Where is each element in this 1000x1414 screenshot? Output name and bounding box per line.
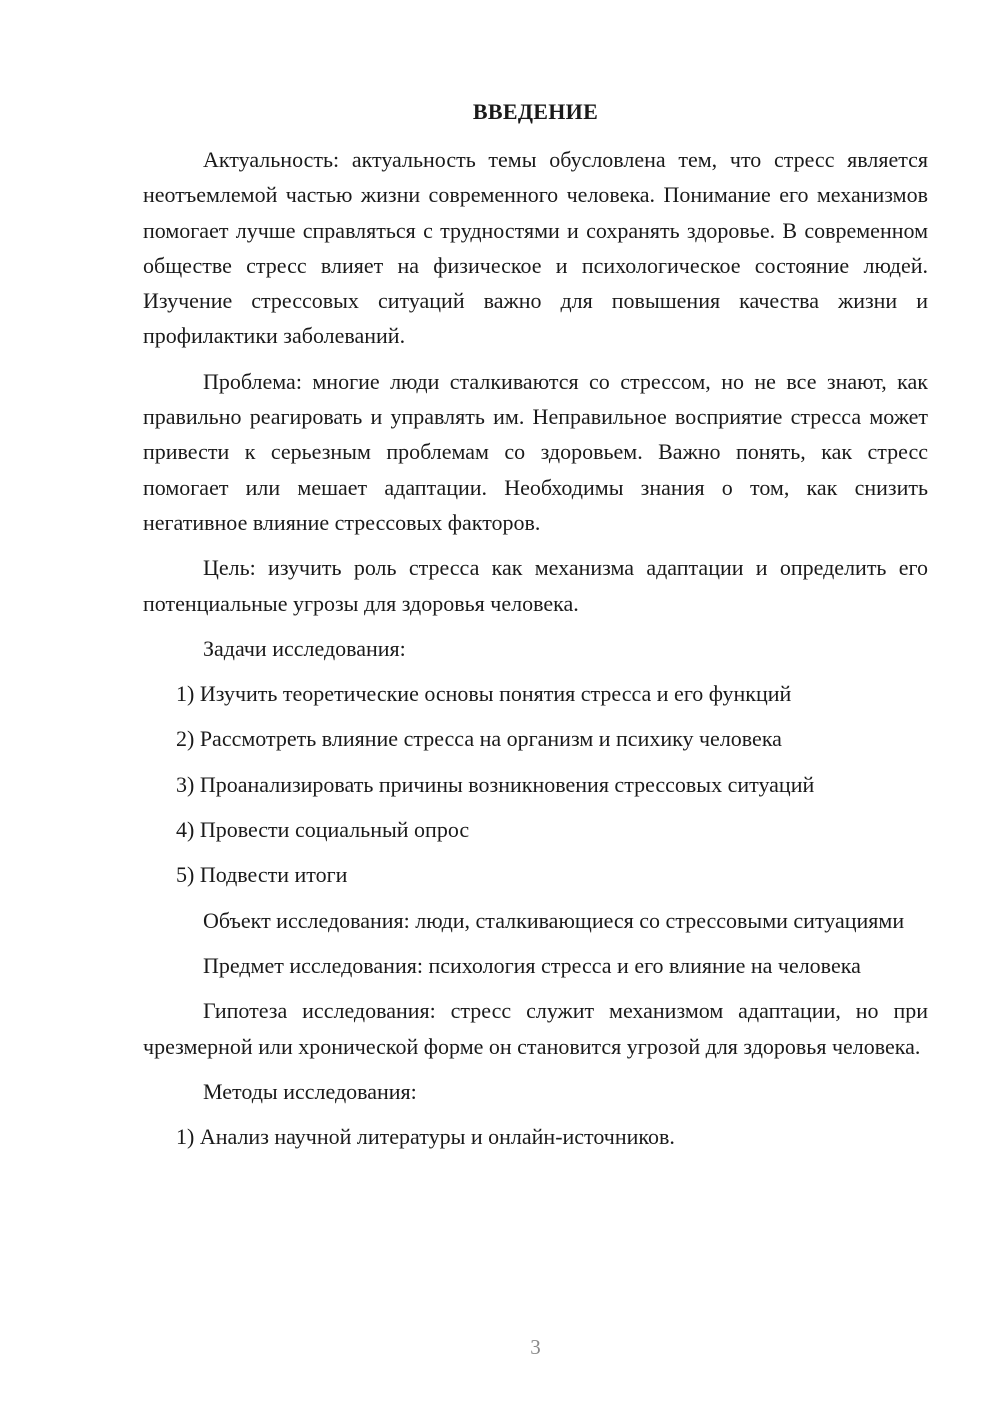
paragraph-tasks-heading: Задачи исследования:: [203, 635, 406, 661]
paragraph-methods-heading: Методы исследования:: [203, 1078, 417, 1104]
paragraph-object: Объект исследования: люди, сталкивающиеся со стрессовыми ситуациями: [203, 907, 905, 933]
paragraph-subject: Предмет исследования: психология стресса и его влияние на человека: [203, 952, 861, 978]
task-list-item: 1) Изучить теоретические основы понятия стресса и его функций: [176, 681, 792, 707]
body-text: [143, 142, 928, 1164]
section-title: ВВЕДЕНИЕ: [472, 99, 599, 124]
paragraph-goal: Цель: изучить роль стресса как механизма адаптации и определить его потенциальные угрозы для здоровья человека.: [143, 555, 928, 616]
method-list-item: 1) Анализ научной литературы и онлайн-источников.: [176, 1124, 675, 1150]
paragraph-hypothesis: Гипотеза исследования: стресс служит механизмом адаптации, но при чрезмерной или хронической форме он становится угрозой для здоровья человека.: [143, 998, 928, 1059]
task-list-item: 2) Рассмотреть влияние стресса на организм и психику человека: [176, 726, 782, 752]
page-number: 3: [530, 1335, 541, 1359]
task-list-item: 5) Подвести итоги: [176, 862, 348, 888]
task-list-item: 4) Провести социальный опрос: [176, 817, 470, 843]
document-page: [143, 0, 928, 1414]
paragraph-relevance: Актуальность: актуальность темы обусловлена тем, что стресс является неотъемлемой частью жизни современного человека. Понимание его механизмов помогает лучше справляться с трудностями и сохранять здоровье. В современном обществе стресс влияет на физическое и психологическое состояние людей. Изучение стрессовых ситуаций важно для повышения качества жизни и профилактики заболеваний.: [143, 147, 928, 349]
paragraph-problem: Проблема: многие люди сталкиваются со стрессом, но не все знают, как правильно реагировать и управлять им. Неправильное восприятие стресса может привести к серьезным проблемам со здоровьем. Важно понять, как стресс помогает или мешает адаптации. Необходимы знания о том, как снизить негативное влияние стрессовых факторов.: [143, 368, 928, 535]
task-list-item: 3) Проанализировать причины возникновения стрессовых ситуаций: [176, 771, 815, 797]
